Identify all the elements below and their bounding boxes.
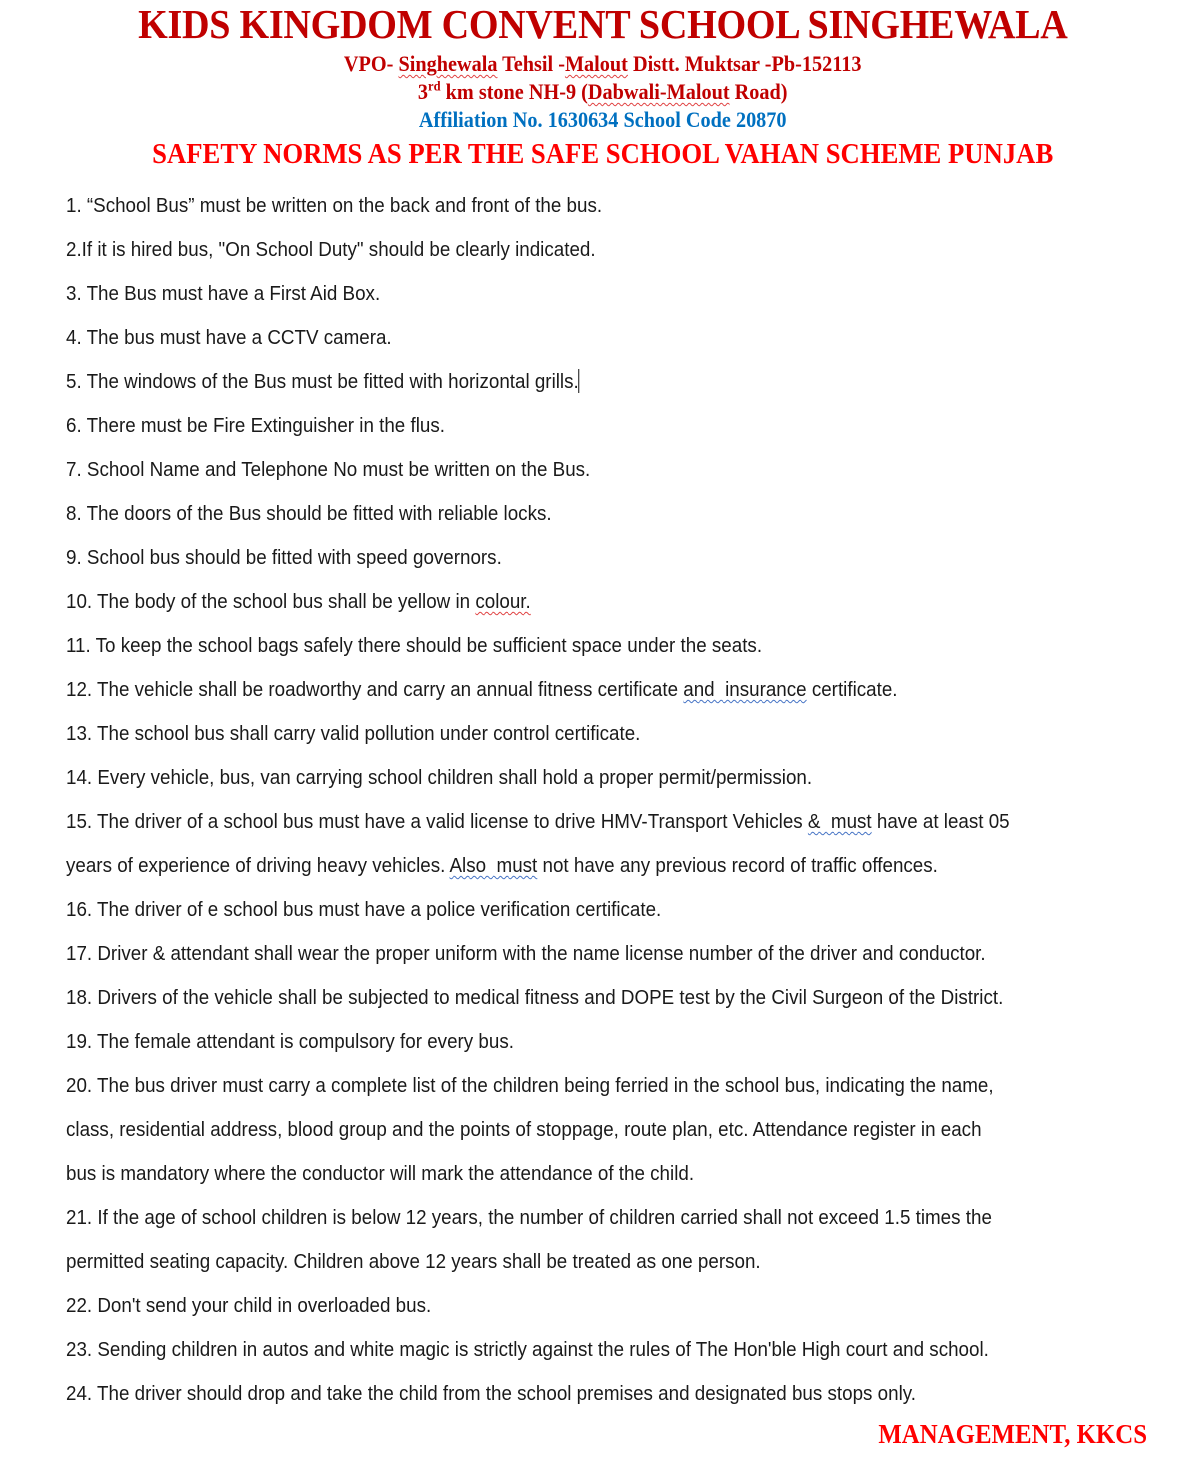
rule-text: 11. To keep the school bags safely there should be sufficient space under the seats.	[66, 635, 763, 657]
rule-text: 19. The female attendant is compulsory for every bus.	[66, 1031, 514, 1053]
rule-line[interactable]	[66, 1284, 1156, 1328]
rule-line[interactable]	[66, 1240, 1156, 1284]
school-name-title: KIDS KINGDOM CONVENT SCHOOL SINGHEWALA	[138, 1, 1068, 47]
rule-text: have at least 05	[871, 811, 1010, 833]
rule-text: 24. The driver should drop and take the child from the school premises and designated bus stops only.	[66, 1383, 916, 1405]
rule-line[interactable]	[66, 712, 1156, 756]
rule-text: 10. The body of the school bus shall be yellow in	[66, 591, 476, 613]
rule-line[interactable]	[66, 1196, 1156, 1240]
rule-line[interactable]	[66, 932, 1156, 976]
rule-text: 18. Drivers of the vehicle shall be subjected to medical fitness and DOPE test by the Civil Surgeon of the District.	[66, 987, 1004, 1009]
rule-line[interactable]	[66, 228, 1156, 272]
rule-text: bus is mandatory where the conductor will mark the attendance of the child.	[66, 1163, 695, 1185]
rule-text: 2.If it is hired bus, "On School Duty" should be clearly indicated.	[66, 239, 596, 261]
rule-line[interactable]	[66, 316, 1156, 360]
address-prefix: VPO-	[343, 51, 399, 76]
rule-text: 3. The Bus must have a First Aid Box.	[66, 283, 381, 305]
grammar-flagged-phrase[interactable]: Also must	[449, 855, 538, 877]
rule-line[interactable]	[66, 888, 1156, 932]
rule-text: 5. The windows of the Bus must be fitted with horizontal grills.	[66, 371, 579, 393]
rule-line[interactable]	[66, 976, 1156, 1020]
rule-text: permitted seating capacity. Children above 12 years shall be treated as one person.	[66, 1251, 761, 1273]
affiliation-line: Affiliation No. 1630634 School Code 20870	[418, 107, 787, 132]
rule-line[interactable]	[66, 272, 1156, 316]
address-line-1	[47, 50, 1139, 78]
rule-line[interactable]	[66, 1328, 1156, 1372]
address-number: 3	[417, 79, 429, 104]
rule-line[interactable]	[66, 580, 1156, 624]
address-text: km stone NH-9 (	[440, 79, 588, 104]
rule-text: 14. Every vehicle, bus, van carrying school children shall hold a proper permit/permission.	[66, 767, 813, 789]
address-text: Tehsil -	[497, 51, 565, 76]
rule-text: not have any previous record of traffic offences.	[537, 855, 938, 877]
rule-text: 13. The school bus shall carry valid pollution under control certificate.	[66, 723, 641, 745]
safety-norms-heading: SAFETY NORMS AS PER THE SAFE SCHOOL VAHAN SCHEME PUNJAB	[152, 138, 1054, 170]
rule-text: 16. The driver of e school bus must have a police verification certificate.	[66, 899, 662, 921]
rule-line[interactable]	[66, 448, 1156, 492]
rule-line[interactable]	[66, 360, 1156, 404]
rule-line[interactable]	[66, 404, 1156, 448]
rule-line[interactable]	[66, 800, 1156, 844]
rule-line[interactable]	[66, 756, 1156, 800]
address-line-2	[47, 78, 1139, 106]
rule-text: 20. The bus driver must carry a complete list of the children being ferried in the school bus, indicating the name,	[66, 1075, 994, 1097]
rule-text: certificate.	[806, 679, 898, 701]
rule-line[interactable]	[66, 668, 1156, 712]
rule-line[interactable]	[66, 844, 1156, 888]
ordinal-superscript: rd	[428, 78, 441, 94]
rule-text: 9. School bus should be fitted with speed governors.	[66, 547, 502, 569]
spellcheck-flagged-word[interactable]: Singhewala	[398, 51, 498, 76]
rule-line[interactable]	[66, 624, 1156, 668]
rule-text: 22. Don't send your child in overloaded bus.	[66, 1295, 432, 1317]
rule-line[interactable]	[66, 536, 1156, 580]
rule-text: 12. The vehicle shall be roadworthy and carry an annual fitness certificate	[66, 679, 684, 701]
rule-text: class, residential address, blood group and the points of stoppage, route plan, etc. Attendance register in each	[66, 1119, 982, 1141]
rule-line[interactable]	[66, 1152, 1156, 1196]
text-cursor	[579, 369, 580, 393]
rule-text: 21. If the age of school children is below 12 years, the number of children carried shall not exceed 1.5 times the	[66, 1207, 992, 1229]
rule-text: 7. School Name and Telephone No must be written on the Bus.	[66, 459, 591, 481]
rule-text: 23. Sending children in autos and white magic is strictly against the rules of The Hon'ble High court and school.	[66, 1339, 989, 1361]
rule-text: 6. There must be Fire Extinguisher in the flus.	[66, 415, 445, 437]
grammar-flagged-phrase[interactable]: and insurance	[683, 679, 807, 701]
safety-rules-list	[66, 184, 1166, 1416]
spellcheck-flagged-word[interactable]: Malout	[564, 51, 628, 76]
rule-line[interactable]	[66, 1108, 1156, 1152]
rule-line[interactable]	[66, 184, 1156, 228]
rule-line[interactable]	[66, 1372, 1156, 1416]
signature-management: MANAGEMENT, KKCS	[878, 1419, 1147, 1449]
rule-text: 4. The bus must have a CCTV camera.	[66, 327, 392, 349]
rule-text: 15. The driver of a school bus must have a valid license to drive HMV-Transport Vehicles	[66, 811, 808, 833]
spellcheck-flagged-word[interactable]: Dabwali-Malout	[587, 79, 730, 104]
grammar-flagged-phrase[interactable]: & must	[807, 811, 872, 833]
rule-line[interactable]	[66, 1020, 1156, 1064]
rule-text: 8. The doors of the Bus should be fitted with reliable locks.	[66, 503, 552, 525]
rule-text: 1. “School Bus” must be written on the back and front of the bus.	[66, 195, 603, 217]
rule-text: 17. Driver & attendant shall wear the proper uniform with the name license number of the driver and conductor.	[66, 943, 986, 965]
address-text: Distt. Muktsar -Pb-152113	[627, 51, 862, 76]
rule-line[interactable]	[66, 1064, 1156, 1108]
rule-text: years of experience of driving heavy vehicles.	[66, 855, 450, 877]
rule-line[interactable]	[66, 492, 1156, 536]
address-text: Road)	[729, 79, 788, 104]
spellcheck-flagged-word[interactable]: colour.	[475, 591, 531, 613]
